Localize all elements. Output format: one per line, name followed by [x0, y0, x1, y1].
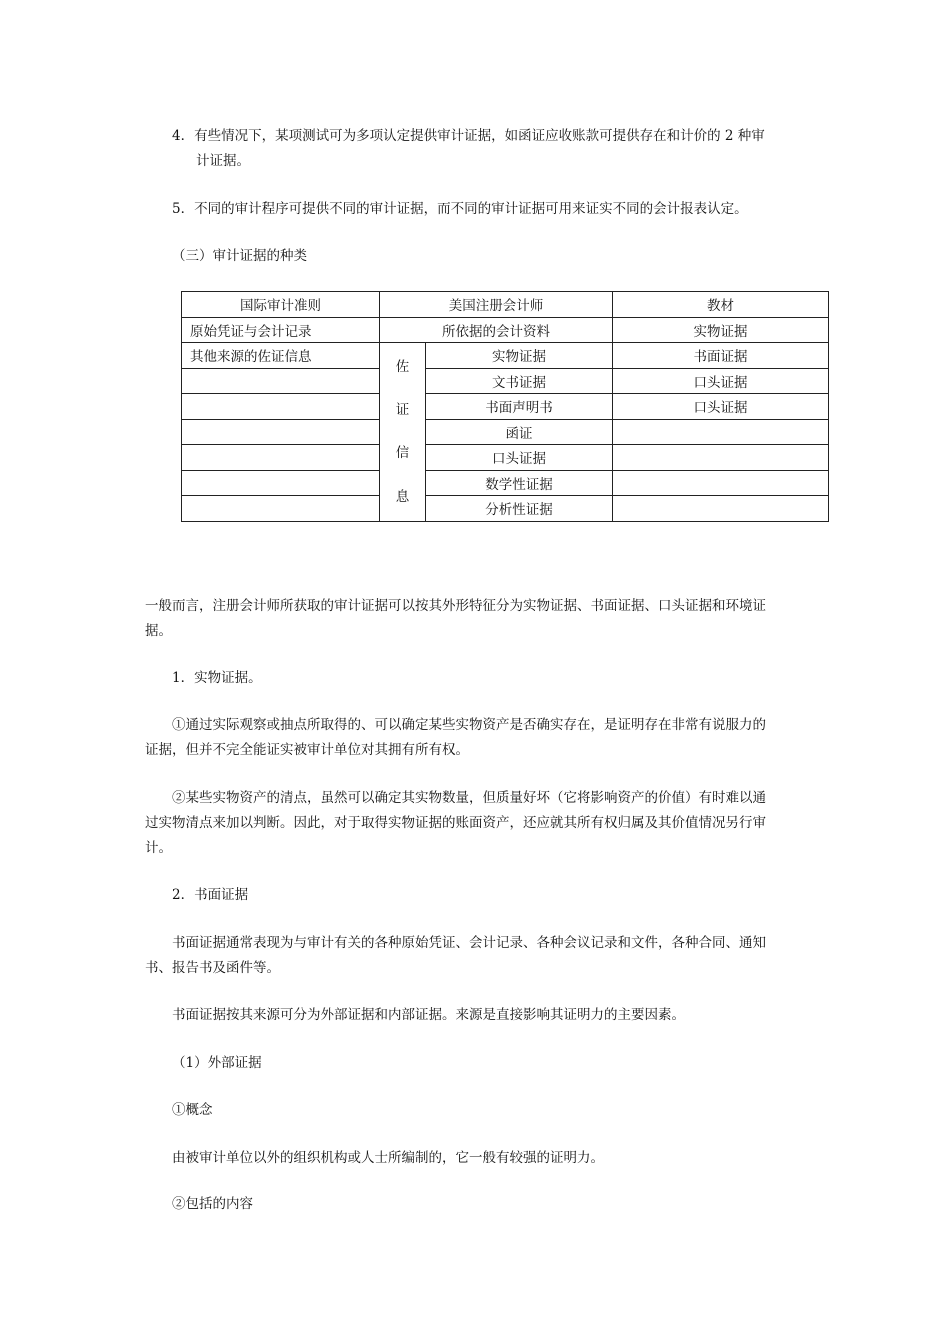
table-cell: 书面证据: [613, 343, 829, 369]
table-cell: 实物证据: [613, 317, 829, 343]
table-cell: [182, 445, 380, 471]
table-cell: 所依据的会计资料: [380, 317, 613, 343]
vertical-char: 息: [395, 488, 410, 505]
paragraph-5: 5．不同的审计程序可提供不同的审计证据，而不同的审计证据可用来证实不同的会计报表认定。: [172, 201, 748, 217]
table-cell: [182, 394, 380, 420]
table-cell: [613, 419, 829, 445]
item-1-a-line-1: ①通过实际观察或抽点所取得的、可以确定某些实物资产是否确实存在，是证明存在非常有说服力的: [172, 717, 766, 733]
general-paragraph-line-1: 一般而言，注册会计师所获取的审计证据可以按其外形特征分为实物证据、书面证据、口头证据和环境证: [145, 598, 766, 614]
vertical-char: 信: [395, 445, 410, 462]
item-2-a-line-1: 书面证据通常表现为与审计有关的各种原始凭证、会计记录、各种会议记录和文件，各种合同、通知: [172, 935, 766, 951]
table-row: [182, 394, 829, 420]
item-1-b-line-1: ②某些实物资产的清点，虽然可以确定其实物数量，但质量好坏（它将影响资产的价值）有时难以通: [172, 790, 766, 806]
table-row: [182, 496, 829, 522]
table-cell: [182, 368, 380, 394]
table-cell: [182, 470, 380, 496]
table-cell: 数学性证据: [426, 470, 613, 496]
vertical-label-cell: [380, 343, 426, 522]
table-cell: 实物证据: [426, 343, 613, 369]
vertical-char: 佐: [395, 358, 410, 375]
header-us-cpa: 美国注册会计师: [380, 292, 613, 318]
table-row: [182, 317, 829, 343]
content-title: ②包括的内容: [172, 1196, 253, 1212]
table-cell: 口头证据: [426, 445, 613, 471]
item-2-title: 2．书面证据: [172, 887, 249, 903]
item-1-b-line-2: 过实物清点来加以判断。因此，对于取得实物证据的账面资产，还应就其所有权归属及其价值情况另行审: [145, 815, 766, 831]
concept-text: 由被审计单位以外的组织机构或人士所编制的，它一般有较强的证明力。: [172, 1150, 604, 1166]
table-row: [182, 419, 829, 445]
table-cell: 原始凭证与会计记录: [182, 317, 380, 343]
table-row: [182, 368, 829, 394]
table-row: [182, 343, 829, 369]
table-cell: 文书证据: [426, 368, 613, 394]
item-2-b: 书面证据按其来源可分为外部证据和内部证据。来源是直接影响其证明力的主要因素。: [172, 1007, 685, 1023]
table-header-row: [182, 292, 829, 318]
table-cell: 其他来源的佐证信息: [182, 343, 380, 369]
table-cell: [182, 419, 380, 445]
evidence-types-table: [181, 291, 829, 522]
concept-title: ①概念: [172, 1102, 213, 1118]
section-heading: （三）审计证据的种类: [172, 248, 307, 264]
item-2-a-line-2: 书、报告书及函件等。: [145, 960, 280, 976]
header-isa: 国际审计准则: [182, 292, 380, 318]
sub-1-title: （1）外部证据: [172, 1055, 262, 1071]
table-cell: [613, 470, 829, 496]
table-cell: 函证: [426, 419, 613, 445]
general-paragraph-line-2: 据。: [145, 623, 172, 639]
table-cell: [613, 445, 829, 471]
item-1-title: 1．实物证据。: [172, 670, 262, 686]
table-cell: [613, 496, 829, 522]
item-1-a-line-2: 证据，但并不完全能证实被审计单位对其拥有所有权。: [145, 742, 469, 758]
paragraph-4-line-1: 4．有些情况下，某项测试可为多项认定提供审计证据，如函证应收账款可提供存在和计价的 2 种审: [172, 128, 765, 144]
table-cell: 口头证据: [613, 394, 829, 420]
table-row: [182, 470, 829, 496]
table-cell: 书面声明书: [426, 394, 613, 420]
table-row: [182, 445, 829, 471]
header-textbook: 教材: [613, 292, 829, 318]
table-cell: 口头证据: [613, 368, 829, 394]
table-cell: 分析性证据: [426, 496, 613, 522]
table-cell: [182, 496, 380, 522]
item-1-b-line-3: 计。: [145, 840, 172, 856]
paragraph-4-line-2: 计证据。: [196, 153, 250, 169]
vertical-char: 证: [395, 402, 410, 419]
